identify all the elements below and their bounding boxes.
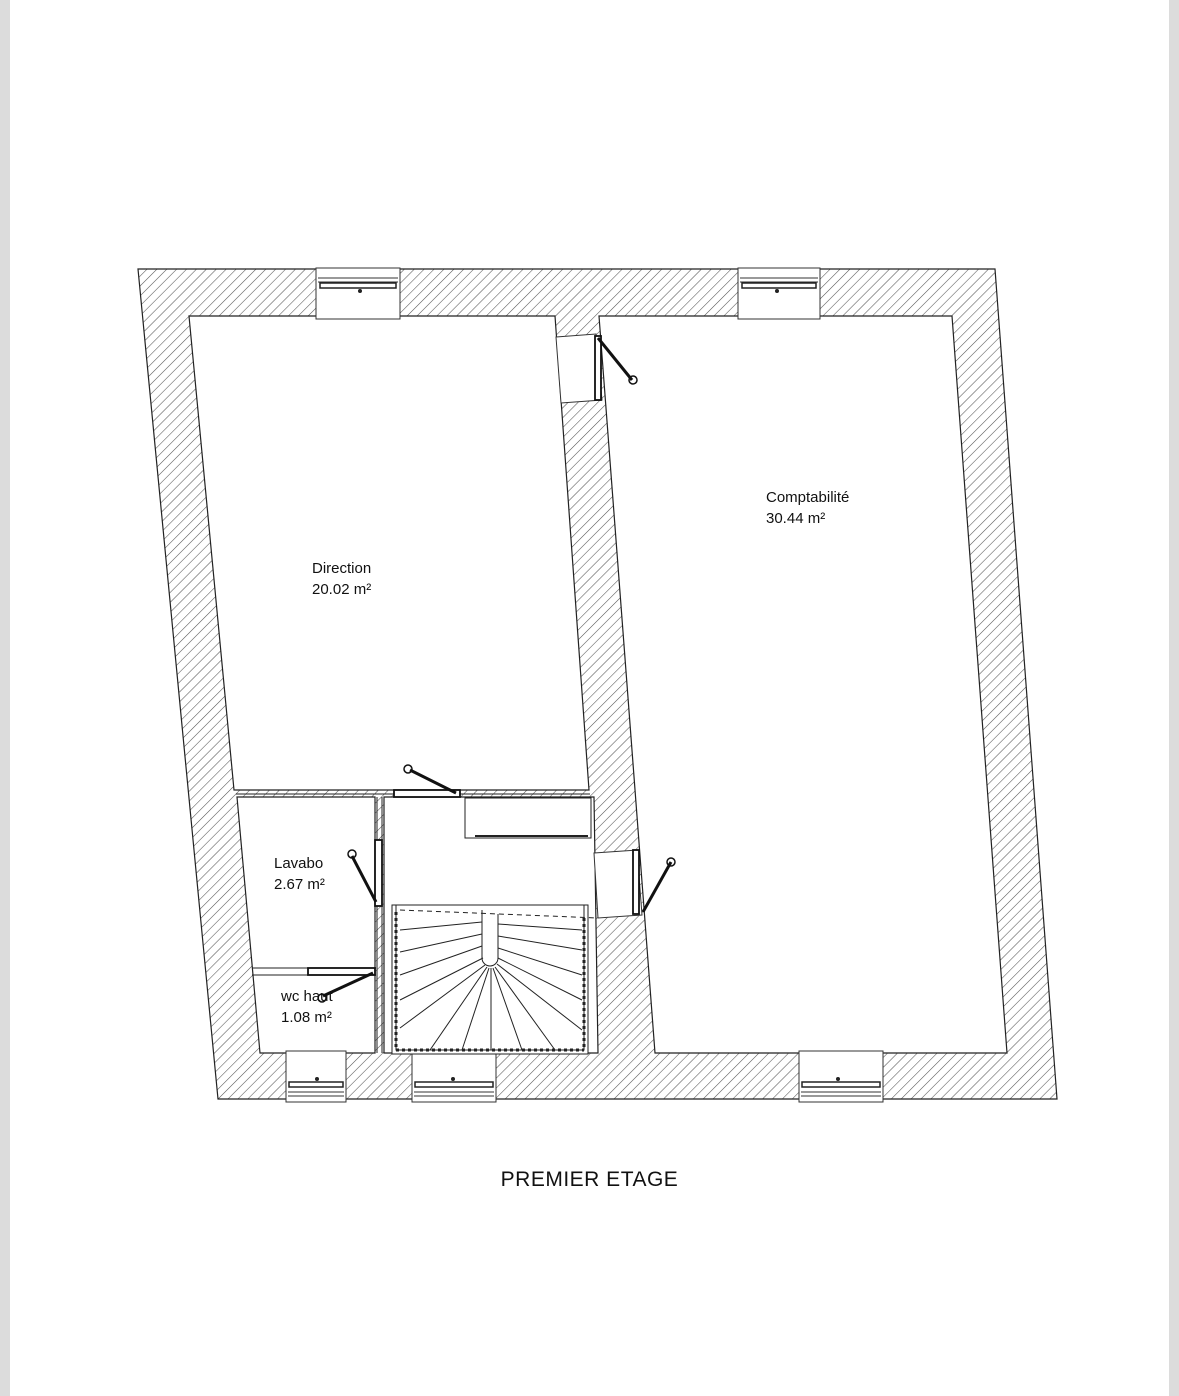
room-name-comptabilite: Comptabilité: [766, 489, 850, 506]
room-area-lavabo: 2.67 m²: [274, 876, 325, 893]
closet: [465, 798, 591, 838]
room-name-lavabo: Lavabo: [274, 855, 324, 872]
room-name-wc: wc haut: [281, 988, 333, 1005]
staircase: [392, 905, 598, 1054]
door-hall-comptabilite: [594, 850, 675, 918]
room-area-comptabilite: 30.44 m²: [766, 510, 826, 527]
window-top-left: [316, 268, 400, 319]
door-direction-hall: [394, 765, 460, 797]
door-lavabo: [348, 840, 382, 906]
window-bottom-middle: [412, 1051, 496, 1102]
room-name-direction: Direction: [312, 560, 372, 577]
room-area-wc: 1.08 m²: [281, 1009, 332, 1026]
door-direction-comptabilite: [556, 334, 637, 403]
window-top-right: [738, 268, 820, 319]
room-area-direction: 20.02 m²: [312, 581, 372, 598]
plan-title: PREMIER ETAGE: [500, 1168, 679, 1191]
window-bottom-left: [286, 1051, 346, 1102]
window-bottom-right: [799, 1051, 883, 1102]
